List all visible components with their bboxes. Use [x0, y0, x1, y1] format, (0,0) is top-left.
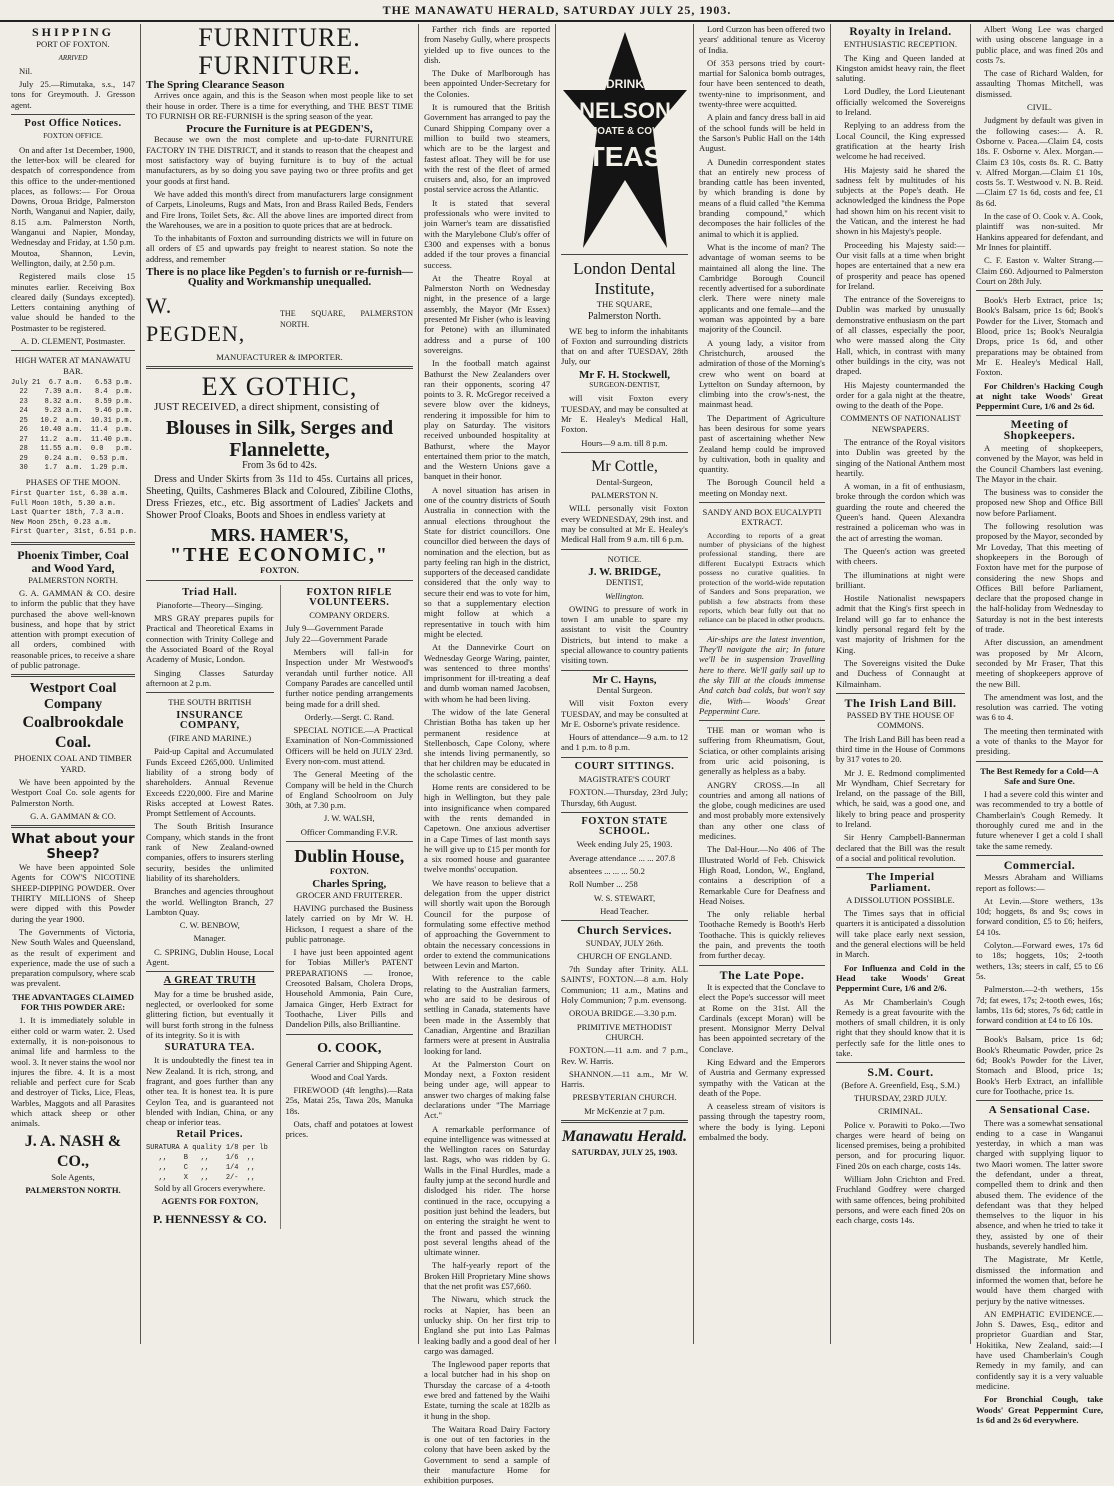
triad-heading: Triad Hall.	[182, 586, 238, 598]
column-4	[556, 24, 694, 1344]
hennessy-name: P. HENNESSY & CO.	[153, 1212, 267, 1227]
cottle-location: PALMERSTON N.	[591, 490, 658, 501]
news-item: A Dunedin correspondent states that an entirely new process of branding cattle has been invented, by which branding is done by means of a fluid called "the Kemma branding compound," which decomposes the hair follicles of the animal to which it is applied.	[699, 156, 825, 239]
divider	[11, 825, 135, 828]
divider	[699, 502, 825, 503]
school-role: Head Teacher.	[600, 905, 649, 916]
sheep-body-2: The Governments of Victoria, New South Wales and Queensland, as the result of experiment and experience, made the use of such a preparation compulsory, where scab was prevalent.	[11, 926, 136, 989]
nelson-tea-star-logo	[561, 30, 689, 250]
retail-prices: SURATURA A quality 1/8 per lb ,, B ,, 1/6 ,, ,, C ,, 1/4 ,, ,, X ,, 2/- ,,	[146, 1143, 268, 1182]
advantages-body: 1. It is immediately soluble in either cold or warm water. 2. Used externally, it is non-poisonous to animal life and harmless to the wool. 3. It never stains the wool nor injures the fibre. 4. It is a most reliable and perfect cure for Scab and destroyer of Ticks, Lice, Fleas, Warbles, Maggots and all Parasites which attack sheep or other animals.	[11, 1015, 135, 1129]
news-item: The entrance of the Royal visitors into Dublin was greeted by the singing of the National Anthem most heartily.	[836, 436, 965, 478]
cook-role: General Carrier and Shipping Agent.	[286, 1058, 413, 1069]
moon-heading: PHASES OF THE MOON.	[25, 476, 121, 487]
late-pope-body: It is expected that the Conclave to elect the Pope's successor will meet at Rome on the 31st. All the Cardinals (except Moran) will be present. Monsignor Merry Delval has been appointed secretary of the Conclave.	[699, 981, 825, 1054]
masthead: THE MANAWATU HERALD, SATURDAY JULY 25, 1903.	[0, 0, 1114, 22]
news-item: Proceeding his Majesty said:— Our visit falls at a time when bright hopes are entertained that a new era of prosperity and peace has opened for Ireland.	[836, 239, 965, 291]
sandy-heading: SANDY AND BOX EUCALYPTI EXTRACT.	[702, 507, 822, 528]
sm-court-criminal: CRIMINAL.	[878, 1106, 923, 1117]
nash-location: PALMERSTON NORTH.	[25, 1184, 121, 1195]
post-office-body-2: Registered mails close 15 minutes earlier. Receiving Box cleared daily (Sundays excepted). Letters containing anything of value should be handed to the Postmaster to be registered.	[11, 271, 135, 333]
church-presbyterian-body: Mr McKenzie at 7 p.m.	[584, 1105, 665, 1116]
gothic-heading: EX GOTHIC,	[201, 371, 358, 401]
late-pope-body-2: King Edward and the Emperors of Austria and Germany expressed sympathy with the Vatican at the death of the Pope.	[699, 1057, 825, 1098]
sm-court-heading: S.M. Court.	[867, 1065, 934, 1080]
land-bill-body: The Irish Land Bill has been read a third time in the House of Commons by 317 votes to 20.	[836, 733, 965, 765]
column-3	[419, 24, 556, 1486]
news-item: Hostile Nationalist newspapers admit that the King's first speech in Ireland will go far to enhance the kindly personal regard felt by the vast majority of Irishmen for the King.	[836, 593, 965, 655]
hayns-body: Will visit Foxton every TUESDAY, and may be consulted at Mr E. Osborne's private residence.	[561, 698, 688, 729]
school-absentees: absentees ... ... ... 50.2	[569, 866, 645, 877]
divider	[286, 1034, 414, 1035]
dublin-heading: Dublin House,	[294, 846, 405, 867]
sm-court-sub: (Before A. Greenfield, Esq., S.M.)	[841, 1079, 960, 1090]
high-water-heading: HIGH WATER AT MANAWATU BAR.	[15, 355, 131, 376]
church-shannon: SHANNON.—11 a.m., Mr W. Harris.	[561, 1068, 688, 1090]
spring-agent: C. SPRING, Dublin House, Local Agent.	[146, 946, 274, 968]
pegden-address: THE SQUARE, PALMERSTON NORTH.	[280, 309, 413, 329]
church-methodist: PRIMITIVE METHODIST CHURCH.	[576, 1021, 673, 1042]
divider	[836, 1062, 965, 1063]
no-place-heading: There is no place like Pegden's to furnish or re-furnish—Quality and Workmanship unequalled.	[146, 266, 413, 289]
divider	[976, 855, 1103, 856]
divider	[976, 1100, 1103, 1101]
church-heading: Church Services.	[576, 923, 673, 938]
economic-location: FOXTON.	[260, 565, 299, 576]
imperial-body: The Times says that in official quarters it is anticipated a dissolution will take place early next session, and the general elections will be held in March.	[836, 908, 965, 960]
commercial-body-2: At Levin.—Store wethers, 13s 10d; hoggets, 8s and 9s; cows in forward condition, £5 to £6; heifers, £4 10s.	[976, 895, 1103, 937]
royalty-sub: ENTHUSIASTIC RECEPTION.	[843, 39, 958, 50]
column-5	[694, 24, 831, 1344]
news-item: THE man or woman who is suffering from Rheumatism, Gout, Sciatica, or other complaints arising from uric acid poisoning, is generally as helpless as a baby.	[699, 725, 825, 777]
news-item: Lord Dudley, the Lord Lieutenant officially welcomed the Sovereigns to Ireland.	[836, 86, 965, 118]
special-notice: SPECIAL NOTICE.—A Practical Examination of Non-Commissioned Officers will be held on JULY 23rd. Every non-com. must attend.	[285, 725, 413, 766]
news-item: In the football match against Bathurst the New Zealanders over ran their opponents, scoring 47 points to 3. R. McGregor received a severe blow over the kidneys, rendering it impossible for him to play on Saturday. The visitors received unbounded hospitality at Bathurst, where the Mayor entertained them prior to the match, and the Western Unions gave a banquet in their honor.	[424, 358, 550, 482]
shopkeepers-body-3: The following resolution was proposed by the Mayor, seconded by Mr Loveday, That this meeting of shopkeepers in the Borough of Foxton have met for the purpose of considering the new Shops and Offices Bill before Parliament, declare that the proposed change in the half-holiday from Wednesday to Saturday is not in the best interests of trade.	[976, 521, 1103, 635]
westport-sign: G. A. GAMMAN & CO.	[30, 810, 116, 821]
church-date: SUNDAY, JULY 26th.	[585, 937, 664, 948]
divider	[976, 415, 1103, 416]
cottle-name: Mr Cottle,	[591, 457, 658, 475]
divider	[836, 867, 965, 868]
london-dental-body-2: will visit Foxton every TUESDAY, and may be consulted at Mr E. Healey's Medical Hall, Foxton.	[561, 393, 688, 435]
news-item: At the Palmerston Court on Monday next, a Foxton resident being under age, will appear to answer two charges of making false declarations under "The Marriage Act."	[424, 1058, 550, 1121]
news-item: Replying to an address from the Local Council, the King expressed gratification at the hearty Irish welcome he had received.	[836, 120, 965, 162]
phoenix-location: PALMERSTON NORTH.	[28, 574, 118, 585]
gothic-body: JUST RECEIVED, a direct shipment, consisting of	[154, 400, 380, 413]
arrived-label: ARRIVED	[58, 53, 88, 62]
divider	[976, 761, 1103, 762]
news-item: Albert Wong Lee was charged with using obscene language in a public place, and was fined 20s and costs 7s.	[976, 24, 1103, 65]
divider	[561, 254, 688, 255]
sensational-heading: A Sensational Case.	[988, 1104, 1091, 1117]
london-dental-heading: London Dental Institute,	[573, 259, 676, 298]
news-item: The Department of Agriculture has been desirous for some years past of ascertaining whether New Zealand hemp could be improved by cultivation, both in quality and quantity.	[699, 412, 825, 475]
furniture-sub: The Spring Clearance Season	[146, 79, 285, 91]
drink-text: DRINK	[606, 77, 644, 91]
pegden-name: W. PEGDEN,	[146, 292, 246, 346]
herald-date: SATURDAY, JULY 25, 1903.	[571, 1147, 678, 1157]
procure-heading: Procure the Furniture is at PEGDEN'S,	[186, 123, 373, 136]
news-item: The widow of the late General Christian Botha has taken up her permanent residence at Stellenbosch, Cape Colony, where she intends living permanently, so that her children may be educated in the scholastic centre.	[424, 707, 550, 779]
divider	[146, 971, 274, 972]
news-item: The King and Queen landed at Kingston amidst heavy rain, the fleet saluting.	[836, 52, 965, 84]
civil-body-3: C. F. Easton v. Walter Strang.—Claim £60. Adjourned to Palmerston Court on 28th July.	[976, 255, 1103, 286]
shopkeepers-body: A meeting of shopkeepers, convened by the Mayor, was held in the Council Chambers last evening. The Mayor in the chair.	[976, 442, 1103, 484]
truth-heading: A GREAT TRUTH	[163, 975, 256, 987]
poem: Air-ships are the latest invention, They'll navigate the air; In future we'll be in suspension Travelling here to there. We'll gaily sail up to the sky Till at the clouds immense And catch bad colds, but won't say die, With— Woods' Great Peppermint Cure.	[699, 633, 825, 716]
london-dental-hours: Hours—9 a.m. till 8 p.m.	[581, 437, 668, 448]
triad-sub: Pianoforte—Theory—Singing.	[156, 599, 264, 610]
rifles-orderly: Orderly.—Sergt. C. Rand.	[304, 711, 394, 722]
spring-role: GROCER AND FRUITERER.	[296, 889, 403, 900]
civil-heading: CIVIL.	[1026, 102, 1053, 113]
civil-body: Judgment by default was given in the following cases:— A. R. Osborne v. Pacea.—Claim £4, costs 18s. F. Osborne v. Alex. Morgan.—Claim £3 10s, costs 8s. R. C. Batty v. Alfred Morgan.—Claim £1 10s, costs 5s. T. Westwood v. N. B. Reid.—Claim £7 1s 6d, costs and fee, £1 8s 6d.	[976, 115, 1103, 208]
divider	[699, 965, 825, 966]
news-item: The half-yearly report of the Broken Hill Proprietary Mine shows that the net profit was £57,660.	[424, 1260, 550, 1292]
news-item: A remarkable performance of equine intelligence was witnessed at the Wellington races on Saturday last. Rags, who was ridden by G. Walls in the Final Hurdles, made a faulty jump at the second hurdle and dislodged his rider. The horse continued in the race, occupying a position just behind the leaders, but on entering the straight he went to the front and passed the winning post several lengths ahead of the ultimate winner.	[424, 1123, 550, 1258]
church-oroua: OROUA BRIDGE.—3.30 p.m.	[569, 1008, 677, 1019]
church-ce: CHURCH OF ENGLAND.	[577, 950, 672, 961]
herald-nameplate: Manawatu Herald.	[561, 1128, 688, 1145]
church-ce-body: 7th Sunday after Trinity. ALL SAINTS', FOXTON.—8 a.m. Holy Communion; 11 a.m., Matins and Holy Communion; 7 p.m. evensong.	[561, 964, 688, 1006]
column-7	[971, 24, 1108, 1425]
sm-court-body-2: William John Crichton and Fred. Fruchland Godfrey were charged with same offences, being prohibited persons, and were each fined 20s on each charge, costs 14s.	[836, 1173, 965, 1226]
right-subcolumn	[280, 585, 414, 1230]
divider	[561, 1120, 688, 1123]
nash-heading: J. A. NASH & CO.,	[24, 1132, 122, 1170]
divider	[286, 841, 414, 842]
divider	[11, 542, 135, 545]
phoenix-body: G. A. GAMMAN & CO. desire to inform the public that they have purchased the above well-known business, and hope that by strict attention with prompt execution of all orders, combined with reasonable prices, to receive a share of public patronage.	[11, 588, 135, 671]
westport-heading: Westport Coal Company	[29, 681, 117, 713]
sheep-body: We have been appointed Sole Agents for COW'S NICOTINE SHEEP-DIPPING POWDER. Over THIRTY MILLIONS of Sheep were dipped with this Powder during the year 1900.	[11, 862, 135, 924]
post-office-heading: Post Office Notices.	[24, 118, 122, 130]
rifles-sub: COMPANY ORDERS.	[309, 610, 390, 621]
divider	[976, 290, 1103, 291]
news-item: The Queen's action was greeted with cheers.	[836, 545, 965, 567]
land-bill-sub: PASSED BY THE HOUSE OF COMMONS.	[846, 710, 955, 731]
rifles-body: Members will fall-in for Inspection under Mr Westwood's verandah until further notice. All Company Parades are cancelled until further notice pending arrangements being made for a drill shed.	[285, 647, 413, 709]
bronchial-ad: For Bronchial Cough, take Woods' Great Peppermint Cure, 1s 6d and 2s 6d everywhere.	[976, 1394, 1103, 1425]
civil-body-2: In the case of O. Cook v. A. Cook, plaintiff was non-suited. Mr Hankins appeared for defendant, and Mr Innes for plaintiff.	[976, 211, 1103, 252]
divider	[11, 114, 135, 115]
rifles-heading: FOXTON RIFLE VOLUNTEERS.	[306, 586, 392, 608]
commercial-heading: Commercial.	[1003, 857, 1076, 872]
walsh-role: Officer Commanding F.V.R.	[300, 826, 398, 837]
news-item: What is the income of man? The advantage of woman seems to be maintained all along the line. The Cambridge Borough Council recently advertised for a subordinate clerk. There were ninety male applicants and one female—and the woman was appointed by a bare majority of the Council.	[699, 241, 825, 335]
post-office-sign: A. D. CLEMENT, Postmaster.	[20, 336, 126, 347]
triad-body: MRS GRAY prepares pupils for Practical and Theoretical Exams in connection with Trinity College and the Associated Board of the Royal Academy of Music, London.	[146, 613, 274, 665]
dublin-location: FOXTON.	[329, 866, 369, 877]
sbi-body-2: The South British Insurance Company, which stands in the front rank of New Zealand-owned companies, offers to insurers sterling security, besides the unlimited liability of its shareholders.	[146, 821, 274, 883]
phoenix-coal-label: PHOENIX COAL AND TIMBER YARD.	[14, 753, 132, 774]
retail-heading: Retail Prices.	[176, 1129, 243, 1141]
spring-name: Charles Spring,	[312, 878, 387, 891]
procure-body-2: We have added this month's direct from manufacturers large consignment of Carpets, Linoleums, Rugs and Mats, Iron and Brass Railed Beds, Fenders and Fire Irons, Toilet Sets, &c. All the above lines are imported direct from the Warehouses, we are in a position to quote prices that are at bedrock.	[146, 188, 413, 230]
news-item: It is rumoured that the British Government has arranged to pay the Cunard Shipping Company over a million to build two steamers, which are to be the largest and fastest afloat. They will be for use with the rest of the fleet of armed cruisers and, also, for an improved postal service across the Atlantic.	[424, 102, 550, 195]
late-pope-heading: The Late Pope.	[719, 967, 805, 982]
shipping-heading: SHIPPING	[31, 25, 114, 39]
column-1	[6, 24, 141, 1344]
post-office-sub: FOXTON OFFICE.	[43, 131, 103, 141]
imperial-heading: The Imperial Parliament.	[866, 871, 935, 894]
evidence-ad: AN EMPHATIC EVIDENCE.—John S. Dawes, Esq., editor and proprietor Guardian and Star, Hokitika, New Zealand, said:—I have used Chamberlain's Cough Remedy in my family, and can confidently say it is a very valuable medicine.	[976, 1308, 1103, 1391]
bridge-location: Wellington.	[604, 590, 645, 601]
sensational-body-2: The Magistrate, Mr Kettle, dismissed the information and informed the women that, before he would have them charged with perjury by the native witnesses.	[976, 1254, 1103, 1306]
teas-text: TEAS	[587, 141, 663, 172]
news-item: A plain and fancy dress ball in aid of the school funds will be held in the Sarson's Public Hall on the 14th August.	[699, 112, 825, 154]
coalbrookdale-heading: Coalbrookdale Coal.	[22, 714, 124, 752]
cottle-body: WILL personally visit Foxton every WEDNESDAY, 29th inst. and may be consulted at Mr E. Healey's Medical Hall from 9 a.m. till 6 p.m.	[561, 503, 688, 545]
suratura-body: It is undoubtedly the finest tea in New Zealand. It is rich, strong, and fragrant, and goes further than any other tea. It is honest tea. It is pure Ceylon Tea, and is guaranteed not blended with Indian, China, or any cheap or inferior teas.	[146, 1055, 274, 1128]
divider	[146, 692, 274, 693]
comments-heading: COMMENTS OF NATIONALIST NEWSPAPERS.	[840, 413, 961, 434]
books-ad-2: Book's Balsam, price 1s 6d; Book's Rheumatic Powder, price 2s 6d; Book's Powder for the Liver, Stomach and Blood, price 1s; Book's Herb Extract, an infallible cure for Toothache, price 1s.	[976, 1034, 1103, 1096]
sbi-body-3: Branches and agencies throughout the world. Wellington Branch, 27 Lambton Quay.	[146, 886, 274, 917]
news-item: With reference to the cable relating to the Australian farmers, who are said to be desirous of settling in Canada, statements have been made in the Assembly that Canadian, Argentine and Brazilian farmers were at present in Australia looking for land.	[424, 973, 550, 1056]
shopkeepers-heading: Meeting of Shopkeepers.	[1003, 419, 1076, 442]
remedy-heading: The Best Remedy for a Cold—A Safe and Sure One.	[980, 765, 1099, 786]
stockwell-role: SURGEON-DENTIST,	[589, 380, 660, 390]
news-item: The Duke of Marlborough has been appointed Under-Secretary for the Colonies.	[424, 68, 550, 99]
news-item: Home rents are considered to be high in Wellington, but they pale into insignificance when compared with the rents demanded in Capetown. One anxious advertiser in a Cape Times of last month says he will give up to £15 per month for a six roomed house and guarantee twelve months' occupation.	[424, 782, 550, 875]
sandy-body: According to reports of a great number of physicians of the highest professional standing, there are different Eucalypti Extracts which possess no curative qualities. In protection of the world-wide reputation of Sanders and Sons preparation, we publish a few abstracts from these reports, which bear fully out that no reliance can be placed in other products.	[699, 530, 825, 625]
hayns-name: Mr C. Hayns,	[592, 673, 657, 686]
sm-court-body: Police v. Porawiti to Poko.—Two charges were heard of being on licensed premises, being a prohibited person, and for procuring liquor. Fined 20s on each charge, costs 14s.	[836, 1119, 965, 1171]
news-item: The entrance of the Sovereigns to Dublin was marked by unusually demonstrative enthusiasm on the part of all classes, especially the poor, who were massed along the City Hall, which, in contrast with many other buildings in the city, was not draped.	[836, 294, 965, 377]
bridge-role: DENTIST,	[605, 577, 644, 588]
news-item: The Inglewood paper reports that a local butcher had in his shop on Thursday the carcase of a 4-tooth ewe bred and fattened by the Waihi Estate, turning the scale at 182lb as it hung in the shop.	[424, 1359, 550, 1421]
divider	[11, 350, 135, 351]
divider	[561, 757, 688, 758]
divider	[146, 366, 413, 369]
spring-body: HAVING purchased the Business lately carried on by Mr W. H. Hickson, I request a share of the public patronage.	[285, 902, 413, 944]
spring-body-2: I have just been appointed agent for Tobias Miller's PATENT PREPARATIONS — Ironoe, Creosoted Balsam, Cholera Drops, Household Ammonia, Pain Cure, Jamaica Ginger, Herb Extract for Toothache, Liver Pills and Dandelion Pills, also Brilliantine.	[285, 947, 413, 1030]
land-bill-heading: The Irish Land Bill.	[844, 695, 957, 710]
news-item: At the Theatre Royal at Palmerston North on Wednesday night, in the presence of a large assembly, the Mayor (Mr Essex) presented Mr Fisher (who is leaving for Petone) with an illuminated address and a purse of 100 sovereigns.	[424, 272, 550, 355]
remedy-body: I had a severe cold this winter and was recommended to try a bottle of Chamberlain's Cough Remedy. It thoroughly cured me and in the future whenever I get a cold I shall take the same remedy.	[976, 789, 1103, 851]
suratura-heading: SURATURA TEA.	[164, 1042, 255, 1054]
divider	[561, 452, 688, 453]
commercial-body-3: Colyton.—Forward ewes, 17s 6d to 18s; hoggets, 10s; 2-tooth wethers, 13s; steers in calf, £5 to £6 5s.	[976, 940, 1103, 981]
column-6	[831, 24, 971, 1344]
economic-heading: "THE ECONOMIC,"	[170, 544, 389, 567]
news-item: The only reliable herbal Toothache Remedy is Booth's Herb Toothache. This is quickly relieves the pain, and prevents the tooth from further decay.	[699, 909, 825, 961]
sheep-heading: What about your Sheep?	[11, 832, 135, 863]
nil-text: Nil.	[19, 65, 33, 76]
commercial-body-4: Palmerston.—2-th wethers, 15s 7d; fat ewes, 17s; 2-tooth ewes, 16s; lambs, 11s 6d; stores, 7s 6d; cattle in forward condition at £4 to £6 10s.	[976, 984, 1103, 1026]
news-item: Of 353 persons tried by court-martial for Salonica bomb outrages, four have been sentenced to death, twenty-nine to imprisonment, and twenty-three were acquitted.	[699, 57, 825, 110]
news-item: ANGRY CROSS.—In all countries and among all nations of the globe, cough medicines are used and most probably more extensively than any other one class of medicines.	[699, 779, 825, 842]
school-average: Average attendance ... ... 207.8	[569, 852, 676, 863]
cottle-role: Dental-Surgeon,	[596, 476, 653, 487]
woods-body: As Mr Chamberlain's Cough Remedy is a great favourite with the mothers of small children, it is only right that they should know that it is perfectly safe for the little ones to take.	[836, 996, 965, 1059]
divider	[699, 720, 825, 721]
westport-body: We have been appointed by the Westport Coal Co. sole agents for Palmerston North.	[11, 776, 135, 808]
sensational-body: There was a somewhat sensational ending to a case in Wanganui yesterday, in which a man was charged with supplying liquor to two Maori women. The latter swore the defendant, under a threat, compelled them to drink and then abused them. The evidence of the defendant was that they helped themselves to the liquor in his absence, and when he tried to take it they, assisted by one of their husbands, severely handled him.	[976, 1117, 1103, 1252]
london-dental-body: WE beg to inform the inhabitants of Foxton and surrounding districts that on and after TUESDAY, 28th July, our	[561, 325, 688, 367]
furniture-body: Arrives once again, and this is the Season when most people like to set their house in order. There is a time for everything, and THE BEST TIME TO FURNISH OR RE-FURNISH is the spring season of the year.	[146, 90, 413, 121]
sbi-heading: THE SOUTH BRITISH	[168, 697, 252, 708]
court-heading: COURT SITTINGS.	[574, 760, 675, 772]
land-bill-body-3: Sir Henry Campbell-Bannerman declared that the Bill was the result of a social and political revolution.	[836, 832, 965, 863]
hayns-hours: Hours of attendance—9 a.m. to 12 and 1 p.m. to 8 p.m.	[561, 732, 688, 753]
news-item: The case of Richard Walden, for assaulting Thomas Mitchell, was dismissed.	[976, 68, 1103, 99]
court-body: FOXTON.—Thursday, 23rd July; Thursday, 6th August.	[561, 787, 688, 808]
divider	[699, 629, 825, 630]
books-ad: Book's Herb Extract, price 1s; Book's Balsam, price 1s 6d; Book's Powder for the Liver, Stomach and Blood, price 1s; Book's Neuralgia Drops, price 1s 6d, and other preparations may be obtained from Mr E. Healey's Medical Hall, Foxton.	[976, 295, 1103, 378]
nelson-text: NELSON	[579, 98, 671, 123]
news-item: A woman, in a fit of enthusiasm, broke through the cordon which was guarding the route and cheered the Queen's hand. Queen Alexandra restrained a policeman who was in the act of arresting the woman.	[836, 481, 965, 543]
news-item: His Majesty said he shared the sadness felt by multitudes of his subjects at the Pope's death. He acknowledged the kindness the Pope had shown him on his recent visit to the Vatican, and the interest he had shown in his Majesty's people.	[836, 164, 965, 237]
church-presbyterian: PRESBYTERIAN CHURCH.	[572, 1092, 677, 1103]
retail-sold: Sold by all Grocers everywhere.	[154, 1182, 266, 1193]
school-sign: W. S. STEWART,	[593, 892, 656, 903]
divider	[11, 674, 135, 677]
woods-ad: For Influenza and Cold in the Head take Woods' Great Peppermint Cure, 1/6 and 2/6.	[836, 962, 965, 994]
commercial-body: Messrs Abraham and Williams report as follows:—	[976, 872, 1103, 893]
shopkeepers-body-5: The amendment was lost, and the resolution was carried. The voting was 6 to 4.	[976, 691, 1103, 723]
hayns-role: Dental Surgeon.	[596, 684, 653, 695]
moon-phases: First Quarter 1st, 6.30 a.m. Full Moon 10th, 5.30 a.m. Last Quarter 18th, 7.3 a.m. New Moon 25th, 0.23 a.m. First Quarter, 31st, 6.51 p.m.	[11, 490, 138, 537]
nash-sub: Sole Agents,	[51, 1171, 95, 1182]
land-bill-body-2: Mr J. E. Redmond complimented Mr Wyndham, Chief Secretary for Ireland, on the passage of the Bill, which, he said, was a good one, and likely to bring peace and prosperity to Ireland.	[836, 767, 965, 830]
triad-body-2: Singing Classes Saturday afternoon at 2 p.m.	[146, 667, 274, 688]
divider	[836, 693, 965, 694]
star-shape	[563, 32, 687, 248]
shopkeepers-body-2: The business was to consider the proposed new Shop and Office Bill now before Parliament.	[976, 487, 1103, 518]
walsh-name: J. W. WALSH,	[323, 813, 375, 824]
news-item: At the Dannevirke Court on Wednesday George Waring, painter, was sentenced to three months' imprisonment for ill-treating a deaf and dumb woman named Jacobsen, with whom he had been living.	[424, 642, 550, 704]
news-item: The Sovereigns visited the Duke and Duchess of Connaught at Kilmainham.	[836, 657, 965, 689]
london-dental-loc-2: Palmerston North.	[587, 311, 662, 323]
sbi-body: Paid-up Capital and Accumulated Funds Exceed £265,000. Unlimited liability of a strong body of shareholders. Annual Revenue Exceeds £220,000. Fire and Marine Risks accepted at Lowest Rates. Prompt Settlement of Accounts.	[146, 746, 274, 819]
blouses-heading: Blouses in Silk, Serges and Flannelette,	[165, 416, 394, 461]
late-pope-body-3: A ceaseless stream of visitors is passing through the tapestry room, where the body is lying. Leponi embalmed the body.	[699, 1101, 825, 1143]
school-sub: Week ending July 25, 1903.	[576, 839, 673, 850]
school-heading: FOXTON STATE SCHOOL.	[581, 815, 668, 838]
news-item: We have reason to believe that a delegation from the upper district will shortly wait upon the Borough Council for the purpose of formulating some effective method of approaching the Government to obtain the necessary concessions in order to extend the communications between Levin and Marton.	[424, 877, 550, 971]
bridge-name: J. W. BRIDGE,	[588, 565, 661, 578]
furniture-heading: FURNITURE. FURNITURE.	[198, 23, 361, 80]
high-water-table: July 21 6.7 a.m. 6.53 p.m. 22 7.39 a.m. 8.4 p.m. 23 8.32 a.m. 8.59 p.m. 24 9.23 a.m. 9.46 p.m. 25 10.2 a.m. 10.31 p.m. 26 10.40 a.m. 11.4 p.m. 27 11.2 a.m. 11.40 p.m. 28 11.55 a.m. 0.0 p.m. 29 0.24 a.m. 0.53 p.m. 30 1.7 a.m. 1.29 p.m.	[11, 378, 133, 473]
advantages-heading: THE ADVANTAGES CLAIMED FOR THIS POWDER ARE:	[12, 991, 134, 1013]
hacking-cough-ad: For Children's Hacking Cough at night take Woods' Great Peppermint Cure, 1/6 and 2s 6d.	[976, 380, 1103, 412]
moate-text: MOATE & CO'S	[588, 126, 662, 137]
stockwell-name: Mr F. H. Stockwell,	[578, 368, 671, 381]
news-item: The Dal-Hour.—No 406 of The Illustrated World of Feb. Chiswick High Road, London, W., England, contains a description of a Remarkable Cure for Deafness and Head Noises.	[699, 844, 825, 906]
royalty-heading: Royalty in Ireland.	[849, 26, 952, 38]
news-item: His Majesty countermanded the order for a gala night at the theatre, owing to the death of the Pope.	[836, 379, 965, 411]
london-dental-loc: THE SQUARE,	[596, 299, 653, 309]
sbi-heading-2: INSURANCE COMPANY,	[176, 709, 244, 731]
cook-body: Wood and Coal Yards.	[310, 1071, 388, 1082]
column-2	[141, 24, 419, 1344]
blouses-price: From 3s 6d to 42s.	[242, 459, 317, 471]
cook-name: O. COOK,	[317, 1040, 382, 1056]
shopkeepers-body-4: After discussion, an amendment was proposed by Mr Alcorn, seconded by Mr Fraser, That this meeting of shopkeepers approve of the new Bill.	[976, 637, 1103, 689]
divider	[561, 549, 688, 550]
notice-heading: NOTICE.	[607, 553, 642, 564]
divider	[561, 812, 688, 813]
sailed-text: July 25.—Rimutaka, s.s., 147 tons for Greymouth. J. Gresson agent.	[11, 79, 135, 110]
news-item: Farther rich finds are reported from Naseby Gully, where prospects yielded up to five ounces to the dish.	[424, 24, 550, 65]
news-item: A novel situation has arisen in one of the country districts of South Australia in connection with the annual elections throughout the State for district councillors. One councillor died between the days of nomination and the election, but as party feeling ran high in the district, supporters of the deceased candidate considered that the only way to secure their end was to vote for him, so that a supplementary election might follow at which a representative in touch with him might be elected.	[424, 484, 550, 639]
news-item: A young lady, a visitor from Christchurch, aroused the admiration of those of the Morning's crew who went on board at Lyttelton on Sunday afternoon, by climbing into the crow's-nest, the mainmast head.	[699, 337, 825, 410]
divider	[561, 670, 688, 671]
court-sub: MAGISTRATE'S COURT	[578, 773, 671, 784]
meeting-notice: The General Meeting of the Company will be held in the Church of England Schoolroom on July 30th, at 7.30 p.m.	[285, 769, 413, 811]
procure-body-3: To the inhabitants of Foxton and surrounding districts we will in future on all orders of £5 and upwards pay freight to nearest station. So note the address, and remember	[146, 233, 413, 264]
benbow-name: C. W. BENBOW,	[179, 920, 240, 931]
news-item: Lord Curzon has been offered two years' additional tenure as Viceroy of India.	[699, 24, 825, 55]
sbi-sub: (FIRE AND MARINE.)	[168, 733, 252, 744]
left-subcolumn	[146, 585, 274, 1230]
divider	[561, 920, 688, 921]
pegden-role: MANUFACTURER & IMPORTER.	[216, 351, 343, 362]
school-roll: Roll Number ... 258	[569, 879, 638, 890]
news-item: It is stated that several professionals who were invited to join Warner's team are dissatisfied with the Marylebone Club's offer of £300 and expenses with a bonus added if the tour proves a financial success.	[424, 197, 550, 270]
port-label: PORT OF FOXTON.	[36, 39, 110, 50]
post-office-body: On and after 1st December, 1900, the letter-box will be cleared for despatch of correspondence from this office to the under-mentioned places, as follows:— For Oroua Downs, Oroua Bridge, Palmerston North, Wanganui and Napier, daily, 8.15 a.m. Palmerston North, Wanganui and Napier, Monday, Wednesday and Friday, at 1.50 p.m. Moutoa, Shannon, Levin, Wellington, daily, at 2.50 p.m.	[11, 144, 135, 268]
columns	[6, 23, 1108, 1486]
imperial-sub: A DISSOLUTION POSSIBLE.	[846, 894, 955, 905]
news-item: The Borough Council held a meeting on Monday next.	[699, 477, 825, 498]
benbow-role: Manager.	[193, 933, 226, 944]
church-methodist-body: FOXTON.—11 a.m. and 7 p.m., Rev. W. Harris.	[561, 1045, 688, 1066]
divider	[146, 580, 413, 581]
news-item: The illuminations at night were brilliant.	[836, 569, 965, 590]
cook-body-3: Oats, chaff and potatoes at lowest prices.	[285, 1119, 413, 1140]
news-item: The Waitara Road Dairy Factory is one out of ten factories in the colony that have been asked by the Government to send a sample of their manufacture Home for exhibition purposes.	[424, 1423, 550, 1486]
procure-body: Because we own the most complete and up-to-date FURNITURE FACTORY IN THE DISTRICT, and it stands to reason that the cheapest and most satisfactory way of buying furniture is to buy of the actual manufacturers, as by so doing you save paying two or three profits and get your goods at first hand.	[146, 134, 413, 186]
news-item: The Niwaru, which struck the rocks at Napier, has been an unlucky ship. On her first trip to England she put into Las Palmas leaking badly and a good deal of her cargo was damaged.	[424, 1294, 550, 1356]
cook-body-2: FIREWOOD (4ft lengths).—Rata 25s, Matai 25s, Tawa 20s, Manuka 18s.	[285, 1085, 413, 1116]
hamer-heading: MRS. HAMER'S,	[210, 525, 349, 546]
shopkeepers-body-6: The meeting then terminated with a vote of thanks to the Mayor for presiding.	[976, 725, 1103, 757]
rifles-dates: July 9—Government Parade July 22—Government Parade	[285, 623, 388, 644]
agents-heading: AGENTS FOR FOXTON,	[161, 1196, 259, 1207]
dress-body: Dress and Under Skirts from 3s 11d to 45s. Curtains all prices, Sheeting, Quilts, Cashmeres Black and Coloured, Zibiline Cloths, Dress Friezes, etc., etc. Big assortment of Ladies' Jackets and Shower Proof Cloaks, Boots and Shoes in endless variety at	[146, 474, 413, 522]
bridge-body: OWING to pressure of work in town I am unable to spare my assistant to visit the Country Districts, but intend to make a special allowance to country patients visiting town.	[561, 603, 688, 666]
sm-court-date: THURSDAY, 23RD JULY.	[853, 1092, 948, 1103]
phoenix-heading: Phoenix Timber, Coal and Wood Yard,	[17, 547, 129, 575]
truth-body: May for a time be brushed aside, neglected, or overlooked for some glittering fiction, but eventually it will burst forth strong in the fulness of its integrity. So it is with	[146, 988, 274, 1040]
divider	[976, 1029, 1103, 1030]
